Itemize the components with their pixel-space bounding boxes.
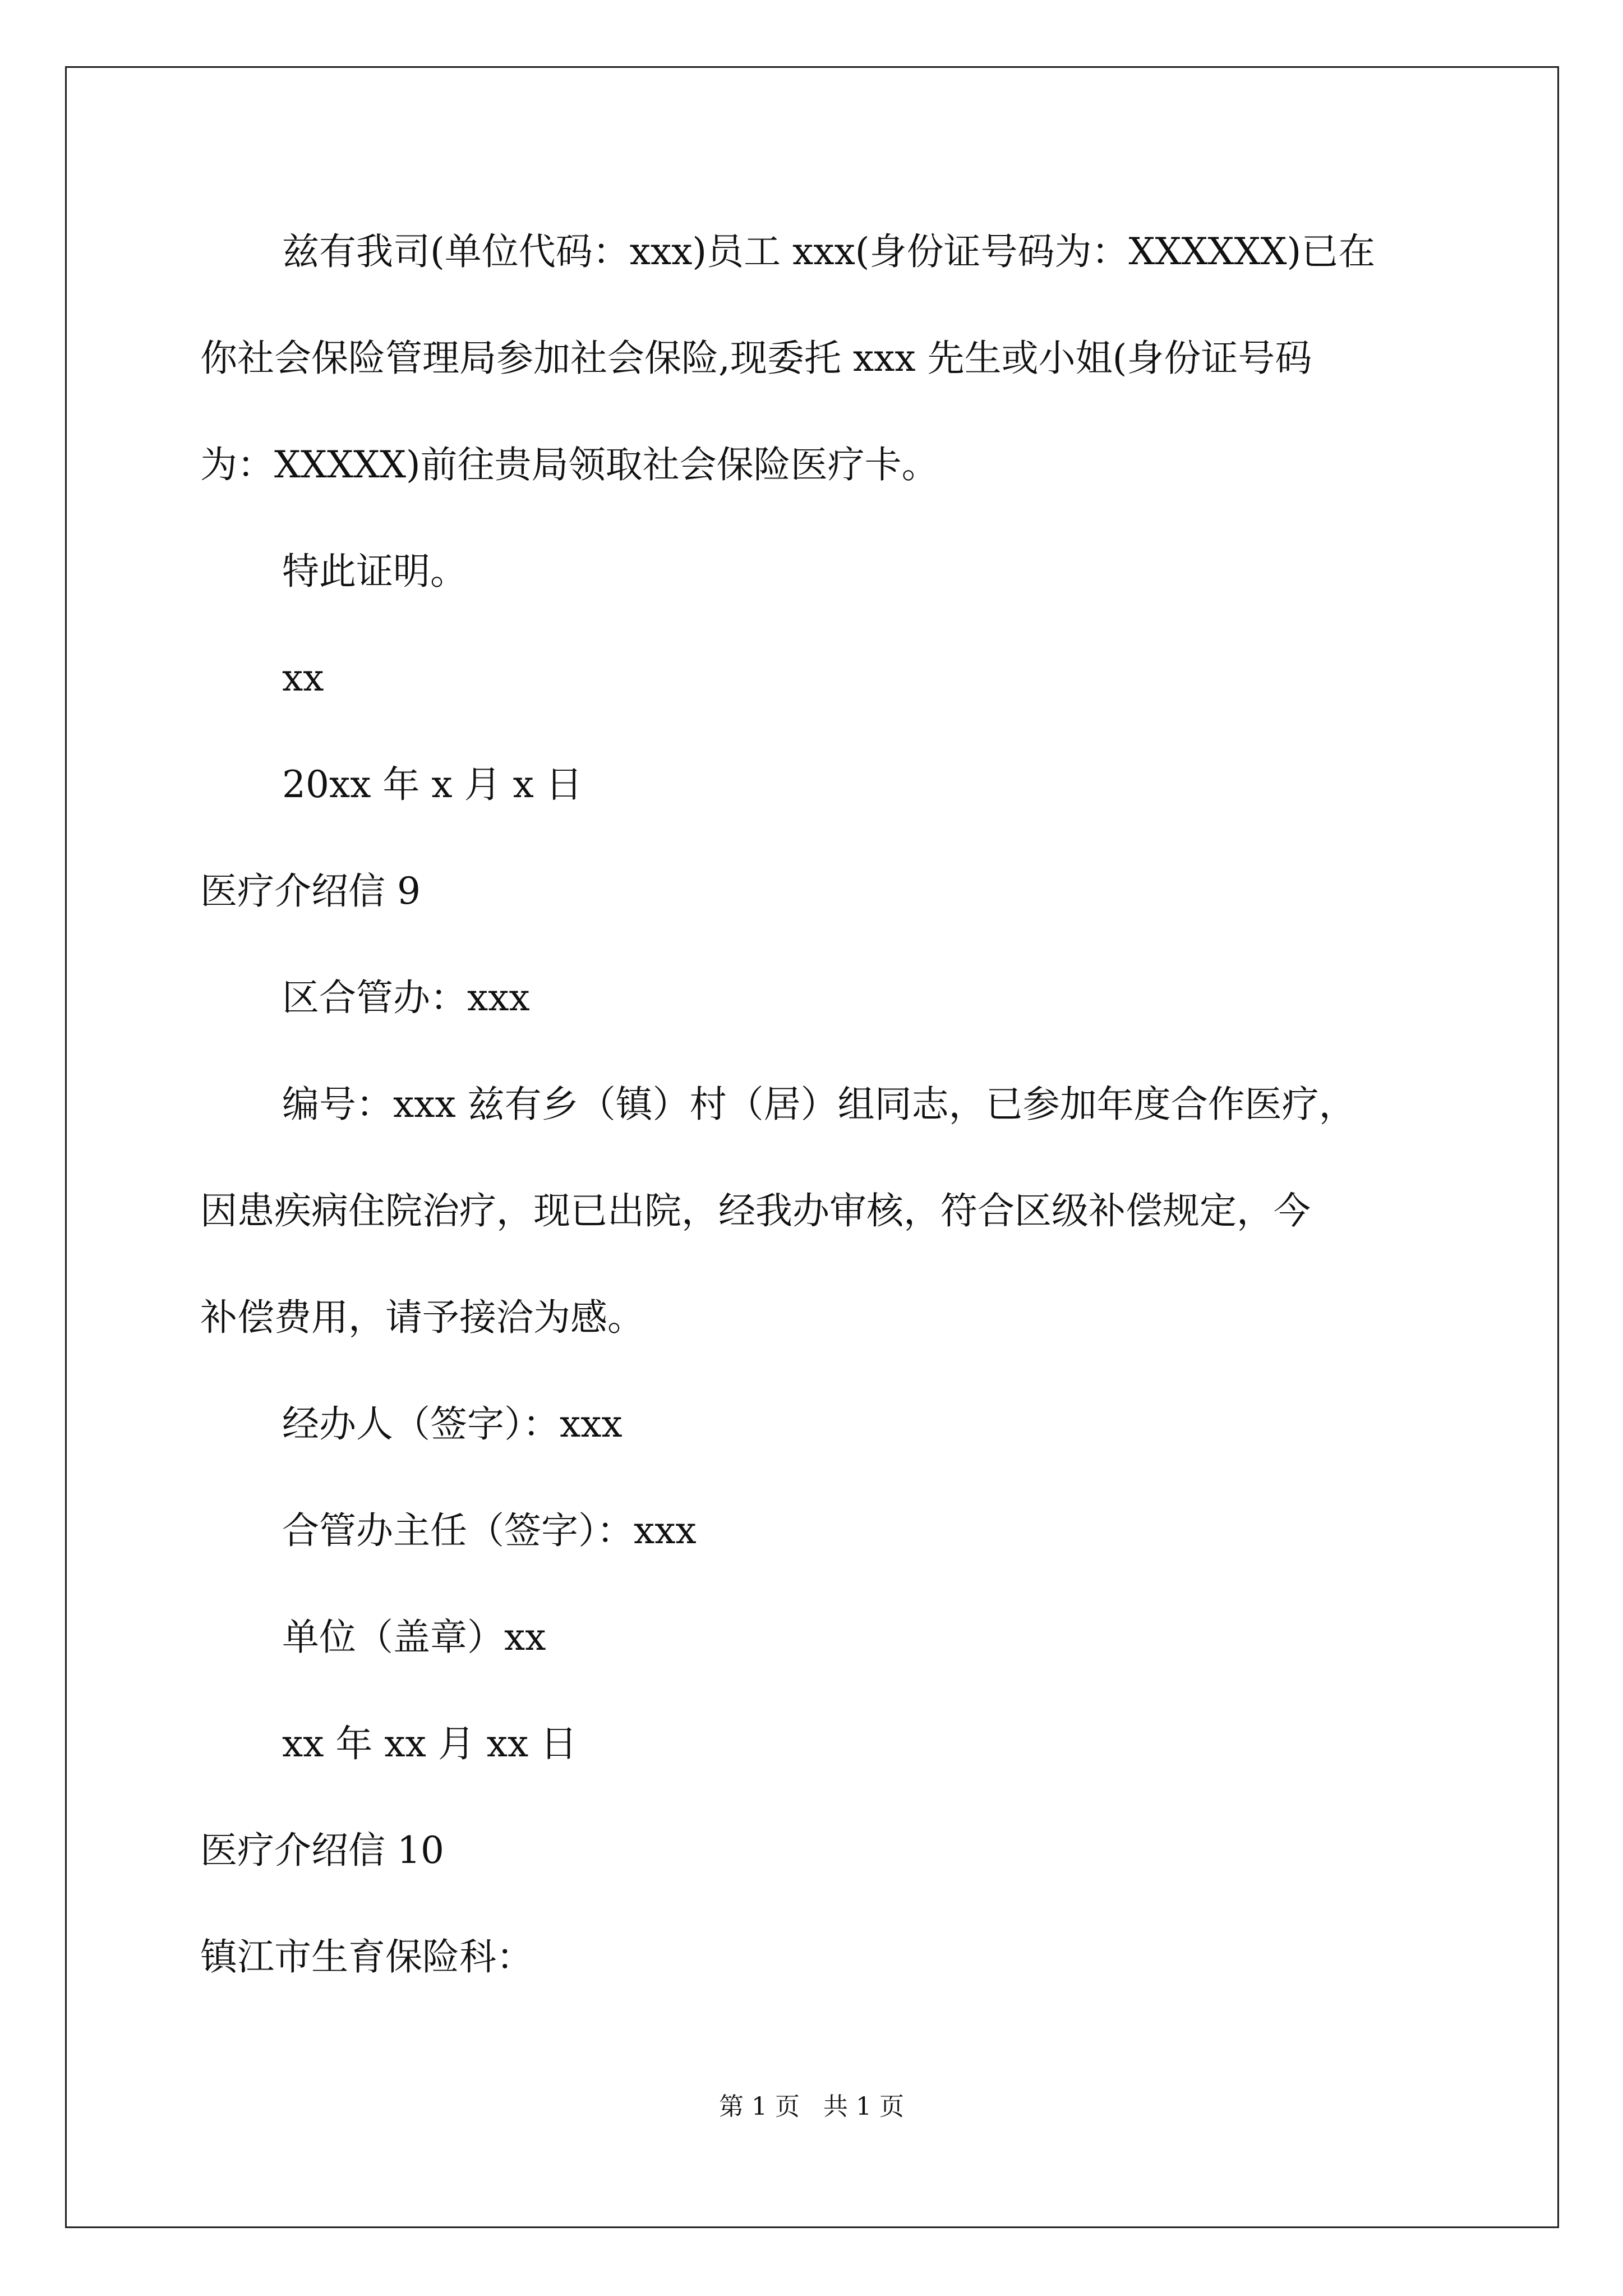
paragraph-line: 补偿费用，请予接洽为感。 bbox=[200, 1296, 644, 1339]
unit-seal: 单位（盖章）xx bbox=[282, 1616, 546, 1659]
date-line: 20xx 年 x 月 x 日 bbox=[282, 763, 583, 806]
section-heading: 医疗介绍信 9 bbox=[200, 869, 421, 913]
paragraph-line: 兹有我司(单位代码：xxx)员工 xxx(身份证号码为：XXXXXX)已在 bbox=[282, 230, 1376, 273]
paragraph-line: 为：XXXXX)前往贵局领取社会保险医疗卡。 bbox=[200, 443, 939, 486]
paragraph-line: 编号：xxx 兹有乡（镇）村（居）组同志，已参加年度合作医疗， bbox=[282, 1083, 1356, 1126]
date-line: xx 年 xx 月 xx 日 bbox=[282, 1722, 578, 1765]
paragraph-line: 因患疾病住院治疗，现已出院，经我办审核，符合区级补偿规定，今 bbox=[200, 1189, 1311, 1232]
recipient-line: 区合管办：xxx bbox=[282, 976, 530, 1019]
handler-signature: 经办人（签字）：xxx bbox=[282, 1402, 623, 1446]
signatory: xx bbox=[282, 656, 324, 700]
recipient-line: 镇江市生育保险科： bbox=[200, 1935, 533, 1978]
page-border bbox=[65, 66, 1559, 2228]
page-footer: 第 1 页 共 1 页 bbox=[719, 2092, 904, 2121]
director-signature: 合管办主任（签字）：xxx bbox=[282, 1509, 697, 1552]
section-heading: 医疗介绍信 10 bbox=[200, 1829, 444, 1872]
paragraph-line: 你社会保险管理局参加社会保险,现委托 xxx 先生或小姐(身份证号码 bbox=[200, 337, 1312, 380]
closing-statement: 特此证明。 bbox=[282, 550, 467, 593]
